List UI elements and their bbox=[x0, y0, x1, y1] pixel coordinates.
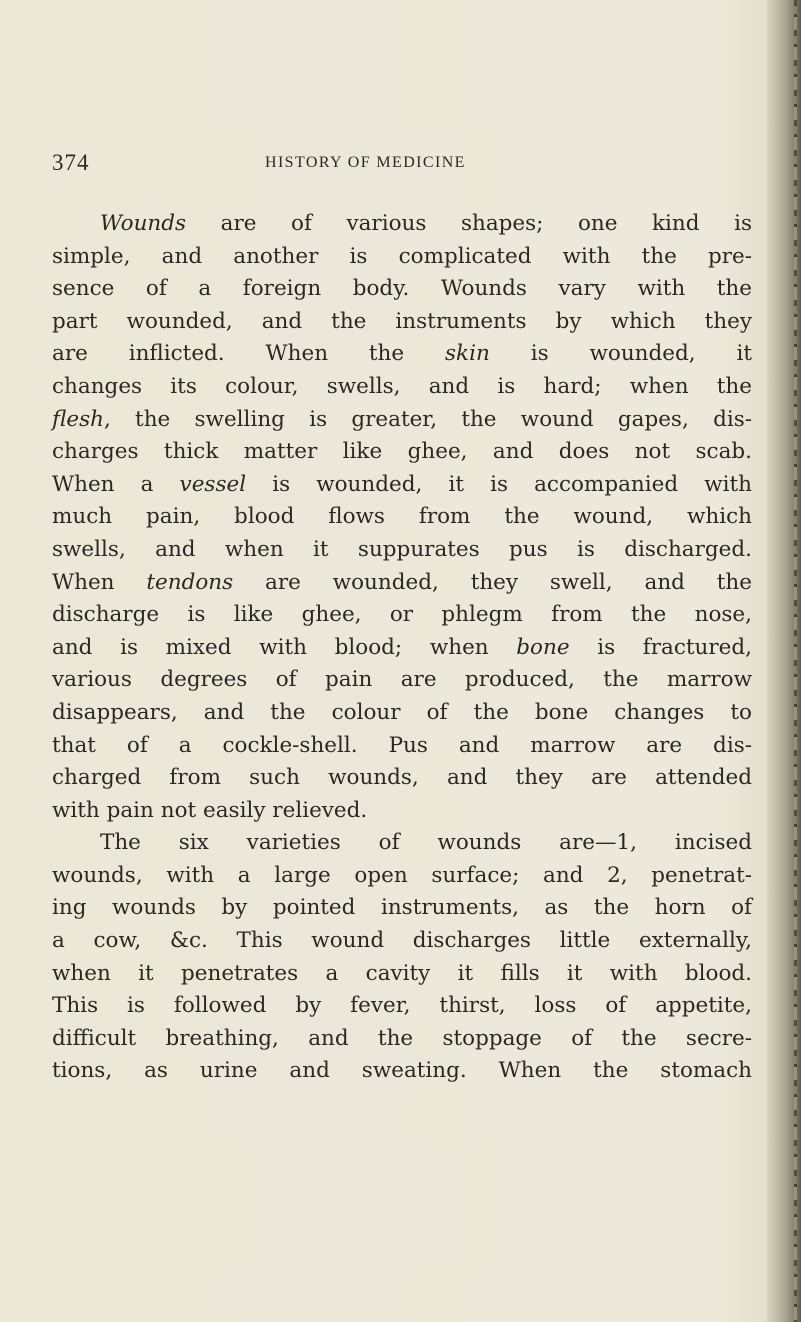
text-line bbox=[52, 567, 752, 600]
text-line bbox=[52, 860, 752, 893]
line-text: with pain not easily relieved. bbox=[52, 797, 368, 823]
line-text: changes its colour, swells, and is hard; when the bbox=[52, 373, 752, 399]
italic-term: vessel bbox=[179, 471, 247, 497]
line-text: simple, and another is complicated with the pre- bbox=[52, 243, 752, 269]
text-line bbox=[52, 632, 752, 665]
line-text: when it penetrates a cavity it fills it with blood. bbox=[52, 960, 752, 986]
body-text bbox=[52, 208, 752, 1088]
line-text: discharge is like ghee, or phlegm from the nose, bbox=[52, 602, 752, 628]
line-text: tions, as urine and sweating. When the stomach bbox=[52, 1058, 752, 1084]
text-line bbox=[52, 306, 752, 339]
line-text: The six varieties of wounds are—1, incised bbox=[100, 830, 752, 856]
text-line bbox=[52, 338, 752, 371]
page-header bbox=[0, 150, 766, 180]
text-line bbox=[52, 469, 752, 502]
line-text: ing wounds by pointed instruments, as the horn of bbox=[52, 895, 752, 921]
text-line bbox=[52, 892, 752, 925]
line-text: various degrees of pain are produced, the marrow bbox=[52, 667, 752, 693]
line-text: This is followed by fever, thirst, loss of appetite, bbox=[52, 993, 752, 1019]
text-line bbox=[52, 501, 752, 534]
text-line bbox=[52, 795, 752, 828]
paragraph-1 bbox=[52, 208, 752, 827]
line-text: sence of a foreign body. Wounds vary with the bbox=[52, 276, 752, 302]
page-number: 374 bbox=[52, 150, 90, 175]
line-text: difficult breathing, and the stoppage of the secre- bbox=[52, 1025, 752, 1051]
text-line bbox=[52, 664, 752, 697]
text-line bbox=[52, 1055, 752, 1088]
line-text: is wounded, it is accompanied with bbox=[246, 471, 752, 497]
text-line bbox=[52, 827, 752, 860]
text-line bbox=[52, 208, 752, 241]
line-text: a cow, &c. This wound discharges little externally, bbox=[52, 928, 752, 954]
text-line bbox=[52, 697, 752, 730]
line-text: swells, and when it suppurates pus is discharged. bbox=[52, 536, 752, 562]
italic-term: Wounds bbox=[100, 211, 187, 236]
line-text: much pain, blood flows from the wound, which bbox=[52, 504, 752, 530]
text-line bbox=[52, 990, 752, 1023]
italic-term: skin bbox=[445, 341, 490, 367]
paragraph-2 bbox=[52, 827, 752, 1088]
line-text: disappears, and the colour of the bone changes to bbox=[52, 699, 752, 725]
line-text: are of various shapes; one kind is bbox=[186, 211, 752, 236]
text-line bbox=[52, 730, 752, 763]
text-line bbox=[52, 371, 752, 404]
text-line bbox=[52, 958, 752, 991]
italic-term: tendons bbox=[146, 569, 234, 595]
line-text: that of a cockle-shell. Pus and marrow are dis- bbox=[52, 732, 752, 758]
book-gutter bbox=[767, 0, 801, 1322]
line-text: When bbox=[52, 569, 147, 595]
text-line bbox=[52, 436, 752, 469]
running-head: HISTORY OF MEDICINE bbox=[265, 154, 466, 171]
text-line bbox=[52, 273, 752, 306]
text-line bbox=[52, 241, 752, 274]
line-text: part wounded, and the instruments by which they bbox=[52, 308, 752, 334]
text-line bbox=[52, 534, 752, 567]
line-text: wounds, with a large open surface; and 2, penetrat- bbox=[52, 862, 752, 888]
text-line bbox=[52, 1023, 752, 1056]
line-text: , the swelling is greater, the wound gapes, dis- bbox=[103, 406, 752, 432]
line-text: is wounded, it bbox=[489, 341, 752, 367]
italic-term: bone bbox=[516, 634, 570, 660]
line-text: charges thick matter like ghee, and does not scab. bbox=[52, 439, 752, 465]
text-line bbox=[52, 925, 752, 958]
line-text: are wounded, they swell, and the bbox=[233, 569, 752, 595]
line-text: and is mixed with blood; when bbox=[52, 634, 517, 660]
italic-term: flesh bbox=[52, 406, 104, 432]
line-text: charged from such wounds, and they are attended bbox=[52, 765, 752, 791]
text-line bbox=[52, 762, 752, 795]
line-text: are inflicted. When the bbox=[52, 341, 446, 367]
line-text: When a bbox=[52, 471, 180, 497]
text-line bbox=[52, 599, 752, 632]
line-text: is fractured, bbox=[569, 634, 752, 660]
text-line bbox=[52, 404, 752, 437]
